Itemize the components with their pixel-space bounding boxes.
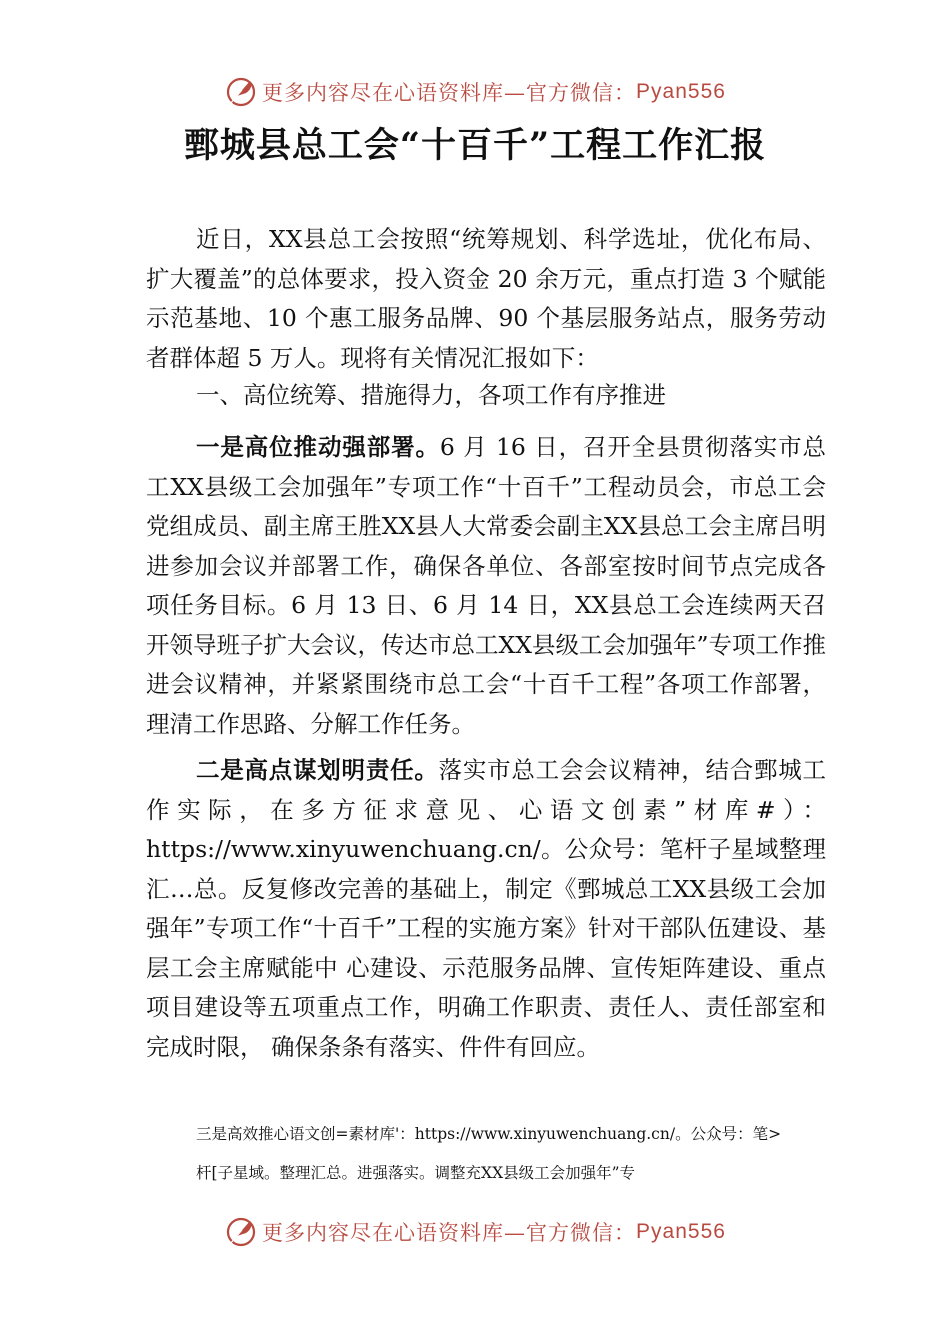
footer-watermark-banner <box>0 1212 950 1252</box>
small-text-line: 三是高效推心语文创=素材库'：https://www.xinyuwenchuang.cn/。公众号：笔> <box>196 1125 782 1143</box>
paragraph-body: 落实市总工会会议精神，结合鄄城工作实际，在多方征求意见、心语文创素”材库#）：https://www.xinyuwenchuang.cn/。公众号：笔杆子星域整理汇…总。反复修改完善的基础上，制定《鄄城总工XX县级工会加强年”专项工作“十百千”工程的实施方案》针对干部队伍建设、基层工会主席赋能中 心建设、示范服务品牌、宣传矩阵建设、重点项目建设等五项重点工作，明确工作职责、责任人、责任部室和完成时限， 确保条条有落实、件件有回应。 <box>146 756 827 1061</box>
paragraph-responsibility <box>146 751 826 1067</box>
header-watermark-banner <box>0 72 950 112</box>
paragraph-body: 6 月 16 日，召开全县贯彻落实市总工XX县级工会加强年”专项工作“十百千”工程动员会，市总工会党组成员、副主席王胜XX县人大常委会副主XX县总工会主席吕明进参加会议并部署工作，确保各单位、各部室按时间节点完成各项任务目标。6 月 13 日、6 月 14 日，XX县总工会连续两天召开领导班子扩大会议，传达市总工XX县级工会加强年”专项工作推进会议精神，并紧紧围绕市总工会“十百千工程”各项工作部署，理清工作思路、分解工作任务。 <box>146 433 827 738</box>
banner-wechat-id: Pyan556 <box>636 1220 726 1243</box>
paragraph-lead: 二是高点谋划明责任。 <box>196 756 439 784</box>
intro-paragraph: 近日，XX县总工会按照“统筹规划、科学选址，优化布局、扩大覆盖”的总体要求，投入资金 20 余万元，重点打造 3 个赋能示范基地、10 个惠工服务品牌、90 个基层服务站点，服务劳动者群体超 5 万人。现将有关情况汇报如下： <box>146 225 826 372</box>
document-title: 鄄城县总工会“十百千”工程工作汇报 <box>183 125 767 166</box>
section-heading-1: 一、高位统筹、措施得力，各项工作有序推进 <box>196 381 666 409</box>
feather-pen-logo-icon <box>224 1215 258 1249</box>
paragraph-lead: 一是高位推动强部署。 <box>196 433 440 461</box>
feather-pen-logo-icon <box>224 75 258 109</box>
banner-text: 更多内容尽在心语资料库—官方微信： <box>262 1221 637 1245</box>
banner-text: 更多内容尽在心语资料库—官方微信： <box>262 81 637 105</box>
small-text-line: 杆[子星域。整理汇总。进强落实。调整充XX县级工会加强年”专 <box>196 1164 636 1182</box>
banner-wechat-id: Pyan556 <box>636 80 726 103</box>
paragraph-deployment <box>146 428 826 744</box>
